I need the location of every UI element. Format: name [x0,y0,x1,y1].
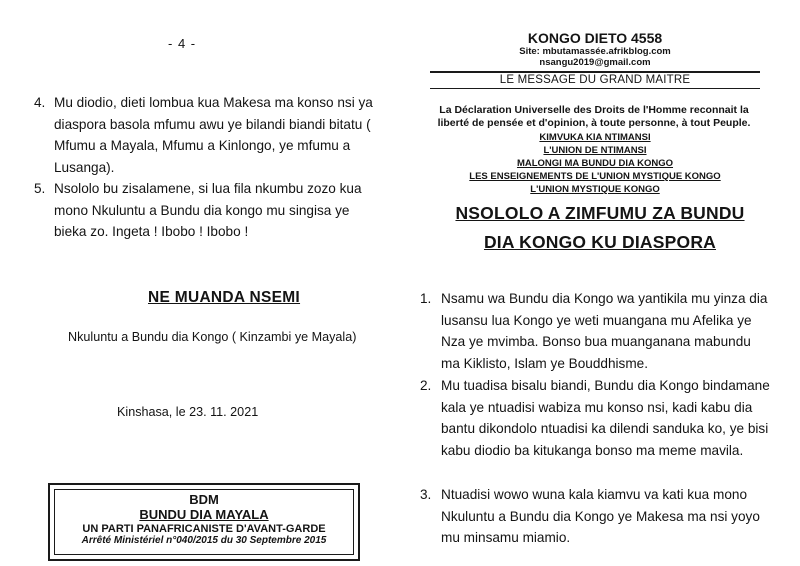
date-line: Kinshasa, le 23. 11. 2021 [117,405,259,419]
bdm-name: BUNDU DIA MAYALA [139,507,269,522]
org-line: L'UNION MYSTIQUE KONGO [530,184,660,195]
section-title: NE MUANDA NSEMI [148,289,301,306]
list-item-text: Nsololo bu zisalamene, si lua fila nkumbu zozo kua mono Nkuluntu a Bundu dia kongo mu singisa ye bieka zo. Ingeta ! Ibobo ! Ibobo ! [54,181,362,239]
list-item [420,288,772,374]
list-item [420,375,772,461]
bdm-inner-frame [54,489,354,555]
org-line: L'UNION DE NTIMANSI [543,145,647,156]
bdm-decree: Arrêté Ministériel n°040/2015 du 30 Septembre 2015 [81,535,327,546]
list-item-text: Mu diodio, dieti lombua kua Makesa ma konso nsi ya diaspora basola mfumu awu ye bilandi biandi bitatu ( Mfumu a Mayala, Mfumu a Kinlongo, ye mfumu a Lusanga). [54,95,373,175]
bdm-abbreviation: BDM [189,492,219,507]
list-item-text: Nsamu wa Bundu dia Kongo wa yantikila mu yinza dia lusansu lua Kongo ye weti muangana mu Afelika ye Nza ye mvimba. Bonso bua muanganana mabundu ma Kiklisto, Islam ye Bouddhisme. [441,291,768,371]
list-item-number: 3. [420,487,432,502]
list-item-text: Ntuadisi wowo wuna kala kiamvu va kati kua mono Nkuluntu a Bundu dia Kongo ye Makesa ma nsi yoyo mu minsamu miamio. [441,487,760,545]
list-item-number: 2. [420,378,432,393]
list-item-text: Mu tuadisa bisalu biandi, Bundu dia Kongo bindamane kala ye ntuadisi wabiza mu konso nsi, kadi kabu dia bantu dikondolo ntuadisi ka dilendi sanduka ko, ye bisi kabu diodio ba kitukanga bonso ma meme mavila. [441,378,770,458]
email-line: nsangu2019@gmail.com [539,57,651,68]
declaration-text: La Déclaration Universelle des Droits de l'Homme reconnait la liberté de pensée et d'opinion, à toute personne, à tout Peuple. [437,104,751,129]
main-title-line-1: NSOLOLO A ZIMFUMU ZA BUNDU [455,203,745,223]
list-item [34,92,374,178]
author-line: Nkuluntu a Bundu dia Kongo ( Kinzambi ye Mayala) [68,330,357,344]
list-item [420,484,772,549]
main-title-line-2: DIA KONGO KU DIASPORA [483,232,717,252]
list-item [34,178,374,243]
message-header: LE MESSAGE DU GRAND MAITRE [430,71,760,89]
page-number: - 4 - [168,36,197,51]
site-line: Site: mbutamassée.afrikblog.com [519,46,671,57]
list-item-number: 4. [34,95,46,110]
bdm-party: UN PARTI PANAFRICANISTE D'AVANT-GARDE [82,523,326,535]
org-line: MALONGI MA BUNDU DIA KONGO [516,158,674,169]
list-item-number: 1. [420,291,432,306]
publication-title: KONGO DIETO 4558 [527,30,663,46]
list-item-number: 5. [34,181,46,196]
org-line: KIMVUKA KIA NTIMANSI [539,132,651,143]
bdm-footer-box [48,483,360,561]
org-line: LES ENSEIGNEMENTS DE L'UNION MYSTIQUE KONGO [469,171,721,182]
